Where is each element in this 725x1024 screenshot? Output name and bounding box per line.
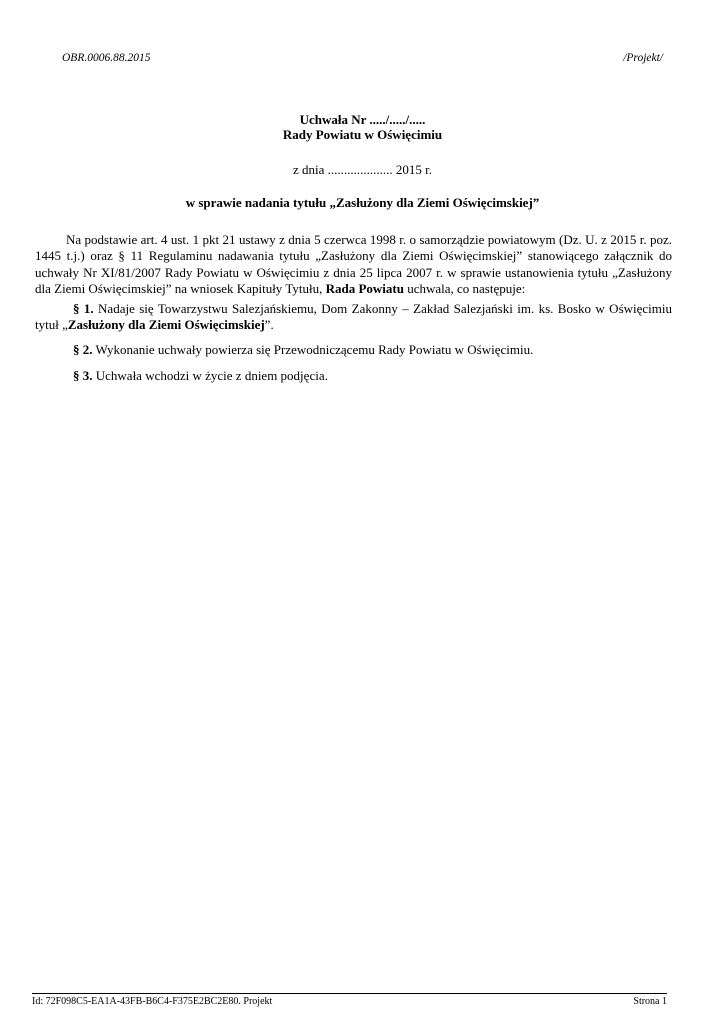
legal-basis-council: Rada Powiatu: [325, 281, 404, 297]
legal-basis-text: Na podstawie art. 4 ust. 1 pkt 21 ustawy z dnia 5 czerwca 1998 r. o samorządzie powiatowym (Dz. U. z 2015 r. poz. 1445 t.j.) oraz § 11 Regulaminu nadawania tytułu „Zasłużony dla Ziemi Oświęcimskiej” stanowiącego załącznik do uchwały Nr XI/81/2007 Rady Powiatu w Oświęcimiu z dnia 25 lipca 2007 r. w sprawie ustanowienia tytułu „Zasłużony dla Ziemi Oświęcimskiej” na wniosek Kapituły Tytułu,: [35, 232, 672, 297]
document-body: [35, 232, 672, 384]
document-title-block: [0, 112, 725, 210]
legal-basis-paragraph: [35, 232, 672, 298]
section-2: [35, 342, 672, 358]
section-1-end: ”.: [264, 317, 274, 333]
section-3: [35, 368, 672, 384]
draft-label: /Projekt/: [623, 52, 663, 64]
section-1-text: Nadaje się Towarzystwu Salezjańskiemu, Dom Zakonny – Zakład Salezjański im. ks. Bosko w Oświęcimiu tytuł „: [35, 300, 673, 333]
section-1-marker: § 1.: [73, 300, 94, 316]
footer-divider: [32, 993, 667, 994]
reference-number: OBR.0006.88.2015: [62, 52, 151, 64]
resolution-date: z dnia .................... 2015 r.: [292, 162, 432, 177]
legal-basis-end: uchwala, co następuje:: [407, 281, 526, 297]
resolution-subject: w sprawie nadania tytułu „Zasłużony dla Ziemi Oświęcimskiej”: [185, 195, 540, 210]
resolution-number: Uchwała Nr ...../...../.....: [299, 112, 426, 127]
section-2-marker: § 2.: [73, 342, 93, 358]
page-number: Strona 1: [633, 996, 667, 1007]
document-id: Id: 72F098C5-EA1A-43FB-B6C4-F375E2BC2E80. Projekt: [32, 996, 273, 1007]
issuing-body: Rady Powiatu w Oświęcimiu: [282, 127, 443, 142]
section-3-text: Uchwała wchodzi w życie z dniem podjęcia.: [95, 367, 328, 383]
section-1: [35, 301, 672, 334]
section-2-text: Wykonanie uchwały powierza się Przewodniczącemu Rady Powiatu w Oświęcimiu.: [95, 342, 534, 358]
section-1-title: Zasłużony dla Ziemi Oświęcimskiej: [67, 317, 265, 333]
section-3-marker: § 3.: [73, 367, 93, 383]
